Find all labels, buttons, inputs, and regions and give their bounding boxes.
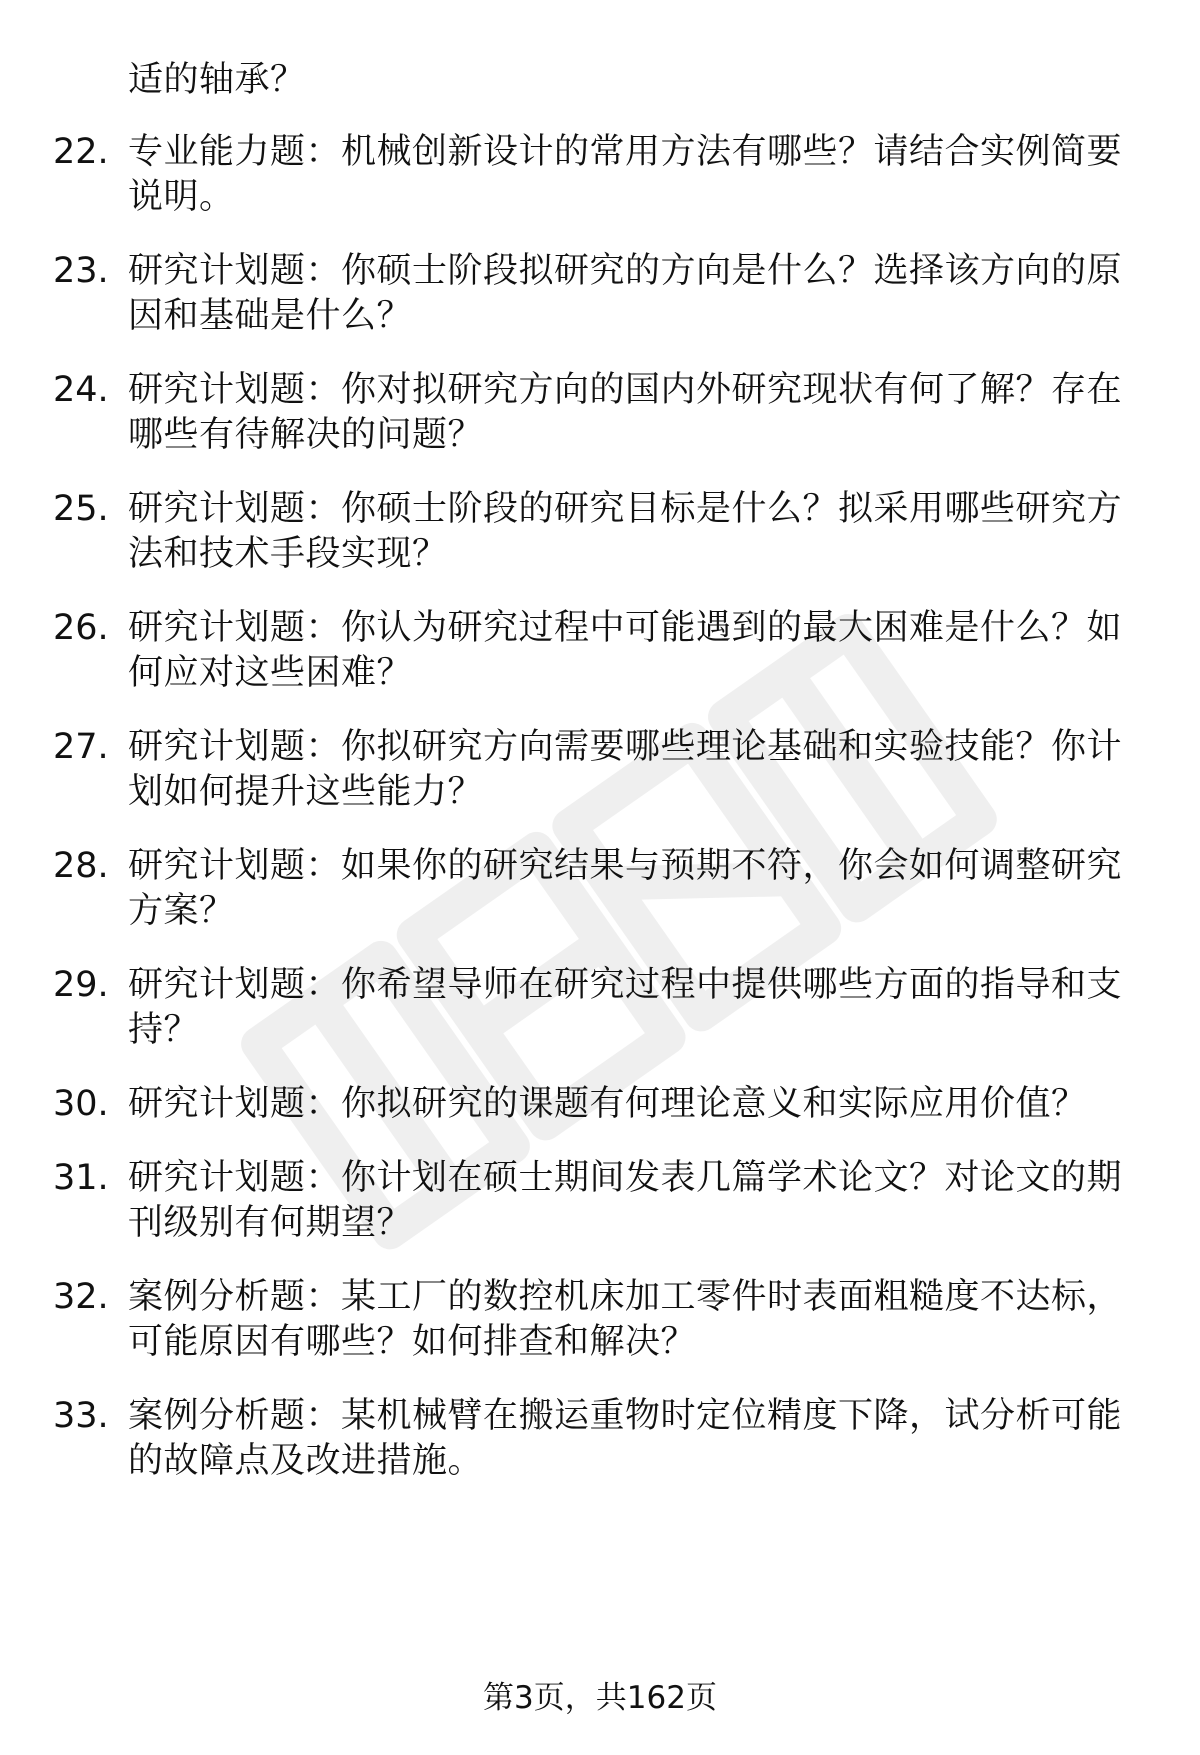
item-32-line2: 可能原因有哪些？如何排查和解决？ xyxy=(128,1322,697,1362)
item-27-line1: 研究计划题：你拟研究方向需要哪些理论基础和实验技能？你计 xyxy=(128,727,1123,767)
item-22-line1: 专业能力题：机械创新设计的常用方法有哪些？请结合实例简要 xyxy=(128,132,1123,172)
item-number: 31. xyxy=(53,1158,109,1198)
item-21-continuation: 适的轴承？ xyxy=(128,60,306,100)
item-number: 28. xyxy=(53,846,109,886)
item-25-line1: 研究计划题：你硕士阶段的研究目标是什么？拟采用哪些研究方 xyxy=(128,489,1123,529)
item-23-line1: 研究计划题：你硕士阶段拟研究的方向是什么？选择该方向的原 xyxy=(128,251,1123,291)
item-24-line1: 研究计划题：你对拟研究方向的国内外研究现状有何了解？存在 xyxy=(128,370,1123,410)
item-number: 24. xyxy=(53,370,109,410)
item-28-line1: 研究计划题：如果你的研究结果与预期不符，你会如何调整研究 xyxy=(128,846,1123,886)
item-number: 33. xyxy=(53,1396,109,1436)
item-number: 25. xyxy=(53,489,109,529)
item-27-line2: 划如何提升这些能力？ xyxy=(128,772,484,812)
item-number: 32. xyxy=(53,1277,109,1317)
item-23-line2: 因和基础是什么？ xyxy=(128,296,413,336)
item-number: 26. xyxy=(53,608,109,648)
item-number: 30. xyxy=(53,1084,109,1124)
item-22-line2: 说明。 xyxy=(128,177,235,217)
item-number: 23. xyxy=(53,251,109,291)
item-number: 27. xyxy=(53,727,109,767)
item-30-line1: 研究计划题：你拟研究的课题有何理论意义和实际应用价值？ xyxy=(128,1084,1087,1124)
item-33-line1: 案例分析题：某机械臂在搬运重物时定位精度下降，试分析可能 xyxy=(128,1396,1123,1436)
page-number-footer: 第3页，共162页 xyxy=(483,1680,717,1716)
item-28-line2: 方案？ xyxy=(128,891,235,931)
item-26-line2: 何应对这些困难？ xyxy=(128,653,413,693)
item-33-line2: 的故障点及改进措施。 xyxy=(128,1441,484,1481)
item-25-line2: 法和技术手段实现？ xyxy=(128,534,448,574)
item-29-line2: 持？ xyxy=(128,1010,200,1050)
item-26-line1: 研究计划题：你认为研究过程中可能遇到的最大困难是什么？如 xyxy=(128,608,1123,648)
item-32-line1: 案例分析题：某工厂的数控机床加工零件时表面粗糙度不达标， xyxy=(128,1277,1123,1317)
item-number: 29. xyxy=(53,965,109,1005)
item-24-line2: 哪些有待解决的问题？ xyxy=(128,415,484,455)
item-31-line2: 刊级别有何期望？ xyxy=(128,1203,413,1243)
item-29-line1: 研究计划题：你希望导师在研究过程中提供哪些方面的指导和支 xyxy=(128,965,1123,1005)
item-number: 22. xyxy=(53,132,109,172)
item-31-line1: 研究计划题：你计划在硕士期间发表几篇学术论文？对论文的期 xyxy=(128,1158,1123,1198)
